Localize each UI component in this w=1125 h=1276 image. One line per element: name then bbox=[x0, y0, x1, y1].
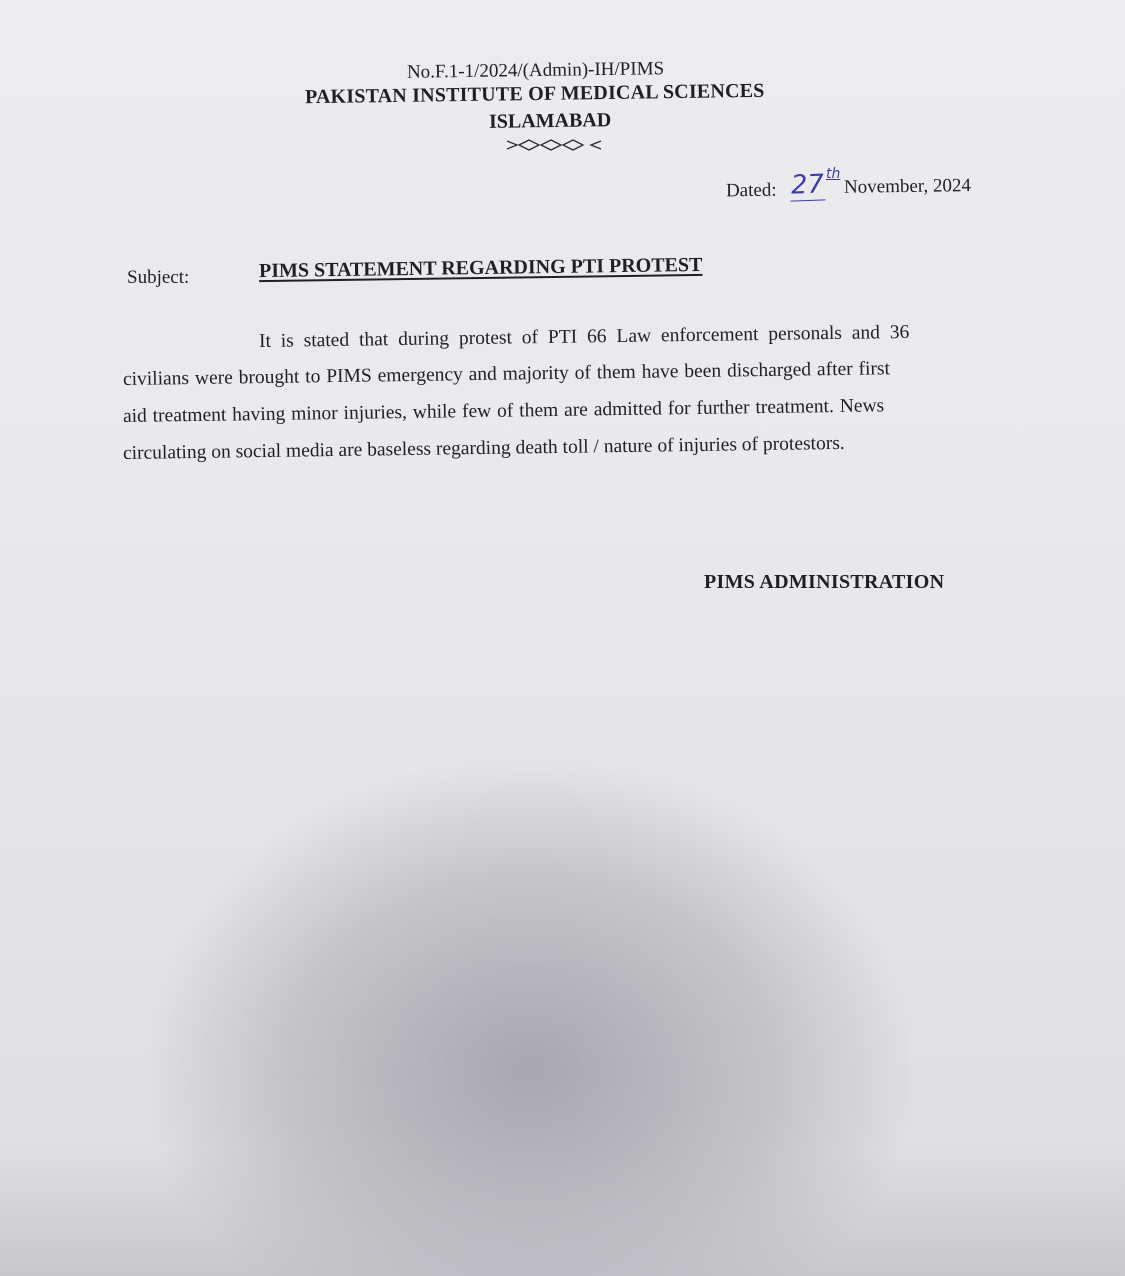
date-label: Dated: bbox=[725, 179, 777, 202]
institution-name: PAKISTAN INSTITUTE OF MEDICAL SCIENCES bbox=[304, 79, 765, 109]
body-line: circulating on social media are baseless regarding death toll / nature of injuries of protestors. bbox=[122, 432, 845, 464]
signature-block: PIMS ADMINISTRATION bbox=[704, 571, 945, 593]
body-line: It is stated that during protest of PTI 66 Law enforcement personals and 36 bbox=[258, 321, 910, 352]
photo-shadow-bottom bbox=[0, 1150, 1125, 1276]
subject-label: Subject: bbox=[127, 267, 190, 288]
subject-title: PIMS STATEMENT REGARDING PTI PROTEST bbox=[258, 253, 703, 283]
body-line: civilians were brought to PIMS emergency and majority of them have been discharged after first bbox=[122, 358, 891, 390]
date-month-year: November, 2024 bbox=[843, 175, 972, 198]
date-day-handwritten: 27 bbox=[790, 169, 825, 201]
institution-city: ISLAMABAD bbox=[488, 109, 612, 133]
file-number: No.F.1-1/2024/(Admin)-IH/PIMS bbox=[406, 58, 665, 83]
date-day-suffix-handwritten: th bbox=[826, 166, 841, 182]
ornament-divider-icon bbox=[505, 136, 605, 154]
photo-shadow bbox=[150, 760, 910, 1276]
body-line: aid treatment having minor injuries, while few of them are admitted for further treatment. News bbox=[122, 395, 885, 427]
